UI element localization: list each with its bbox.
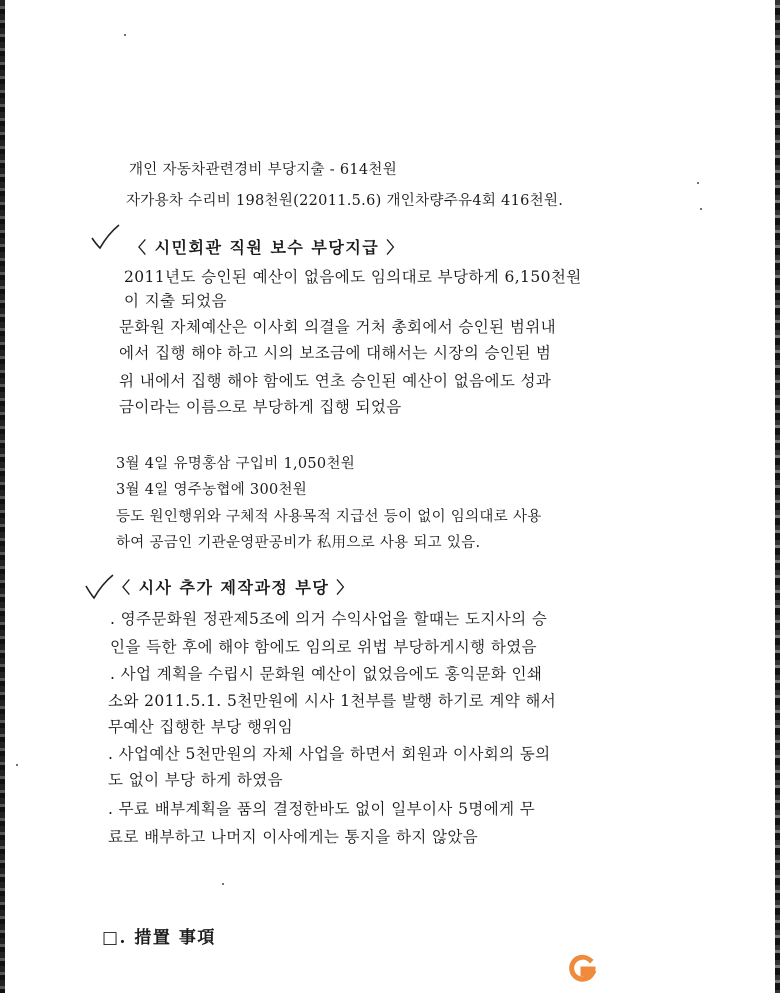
doc-line: 이 지출 되었음 bbox=[124, 292, 227, 310]
doc-line: 개인 자동차관련경비 부당지출 - 614천원 bbox=[129, 162, 398, 178]
doc-line: 무예산 집행한 부당 행위임 bbox=[108, 718, 294, 736]
scan-speck bbox=[700, 208, 702, 210]
section-heading-publication: 〈 시사 추가 제작과정 부당 〉 bbox=[114, 578, 354, 597]
doc-line: 료로 배부하고 나머지 이사에게는 통지을 하지 않았음 bbox=[108, 828, 479, 846]
doc-line: . 사업 계획을 수립시 문화원 예산이 없었음에도 홍익문화 인쇄 bbox=[110, 665, 543, 683]
scan-edge-right bbox=[775, 0, 780, 993]
scan-speck bbox=[697, 182, 699, 184]
watermark-logo-icon bbox=[568, 954, 598, 984]
doc-line: 소와 2011.5.1. 5천만원에 시사 1천부를 발행 하기로 계약 해서 bbox=[108, 692, 557, 710]
measures-heading: □. 措置 事項 bbox=[102, 928, 216, 948]
checkmark-icon bbox=[84, 574, 114, 600]
doc-line: 에서 집행 해야 하고 시의 보조금에 대해서는 시장의 승인된 범 bbox=[119, 344, 552, 362]
expense-item: 3월 4일 유명홍삼 구입비 1,050천원 bbox=[116, 456, 356, 472]
doc-line: 금이라는 이름으로 부당하게 집행 되었음 bbox=[119, 398, 402, 416]
doc-line: 도 없이 부당 하게 하였음 bbox=[108, 771, 284, 789]
scan-speck bbox=[16, 764, 18, 766]
doc-line: 2011년도 승인된 예산이 없음에도 임의대로 부당하게 6,150천원 bbox=[124, 268, 582, 286]
doc-line: 위 내에서 집행 해야 함에도 연초 승인된 예산이 없음에도 성과 bbox=[119, 372, 552, 390]
scan-edge-left bbox=[0, 0, 5, 993]
doc-line: . 영주문화원 정관제5조에 의거 수익사업을 할때는 도지사의 승 bbox=[110, 610, 548, 628]
doc-line: 문화원 자체예산은 이사회 의결을 거처 총회에서 승인된 범위내 bbox=[119, 318, 556, 336]
expense-item: 3월 4일 영주농협에 300천원 bbox=[116, 482, 308, 498]
section-heading-staff-pay: 〈 시민회관 직원 보수 부당지급 〉 bbox=[130, 238, 404, 257]
doc-line: 자가용차 수리비 198천원(22011.5.6) 개인차량주유4회 416천원. bbox=[126, 193, 564, 209]
doc-line: . 무료 배부계획을 품의 결정한바도 없이 일부이사 5명에게 무 bbox=[108, 800, 536, 818]
scan-speck bbox=[124, 34, 126, 36]
doc-line: . 사업예산 5천만원의 자체 사업을 하면서 회원과 이사회의 동의 bbox=[108, 745, 551, 763]
checkmark-icon bbox=[90, 224, 120, 250]
doc-line: 하여 공금인 기관운영판공비가 私用으로 사용 되고 있음. bbox=[116, 535, 481, 551]
doc-line: 등도 원인행위와 구체적 사용목적 지급선 등이 없이 임의대로 사용 bbox=[116, 509, 542, 525]
scan-speck bbox=[222, 883, 224, 885]
doc-line: 인을 득한 후에 해야 함에도 임의로 위법 부당하게시행 하였음 bbox=[110, 638, 537, 656]
